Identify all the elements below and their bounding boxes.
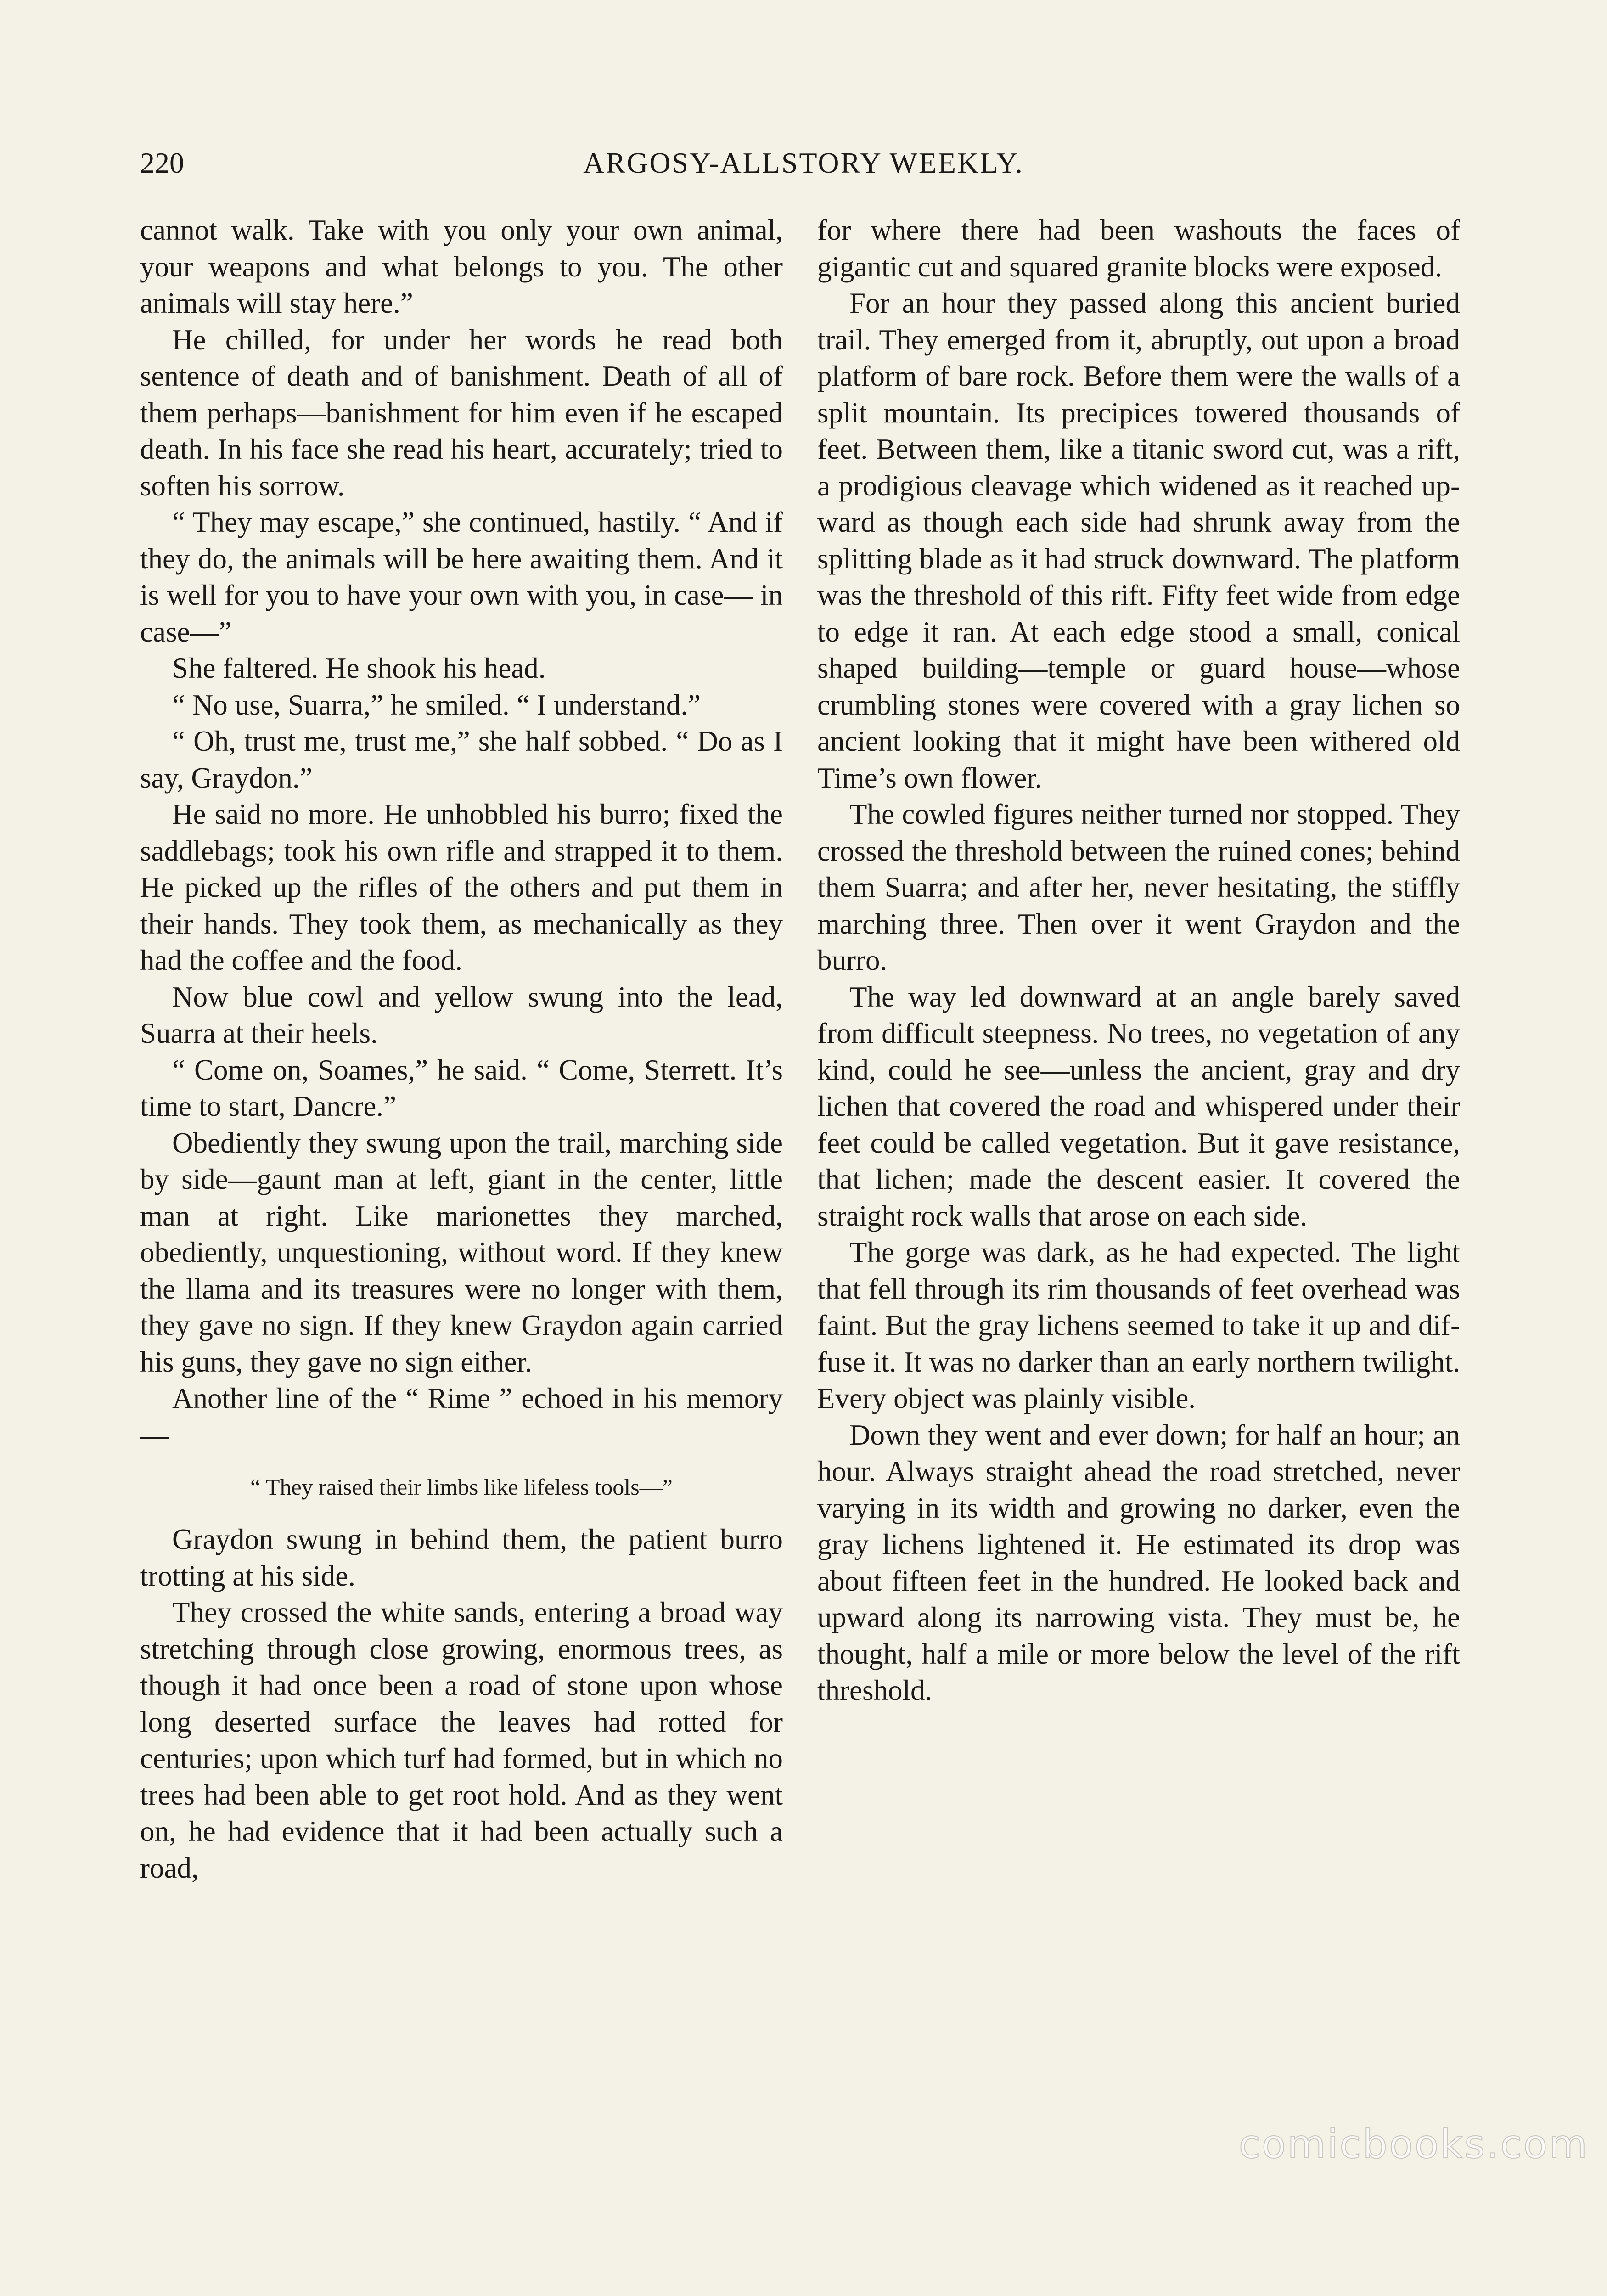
paragraph: He chilled, for under her words he read both sentence of death and of banishment. Death of all of them perhaps—banishment for him even if he escaped death. In his face she read his heart, accurately; tried to soften his sorrow. <box>140 323 783 502</box>
paragraph: The cowled figures neither turned nor stopped. They crossed the threshold between the ruined cones; behind them Suarra; and after her, never hesitating, the stiffly marching three. Then over it went Graydon and the burro. <box>817 798 1460 976</box>
page-header <box>140 140 1467 186</box>
verse-quote: “ They raised their limbs like lifeless tools—” <box>250 1474 673 1500</box>
site-watermark: comicbooks.com <box>1238 2122 1589 2167</box>
paragraph: They crossed the white sands, entering a broad way stretching through close growing, enormous trees, as though it had once been a road of stone upon whose long deserted surface the leaves had rotted for centuries; upon which turf had formed, but in which no trees had been able to get root hold. And as they went on, he had evidence that it had been actually such a road, <box>140 1596 783 1884</box>
paragraph: cannot walk. Take with you only your own animal, your weapons and what belongs to you. The other animals will stay here.” <box>140 214 783 319</box>
paragraph: Now blue cowl and yellow swung into the lead, Suarra at their heels. <box>140 980 783 1049</box>
paragraph: Another line of the “ Rime ” echoed in his memory— <box>140 1382 783 1451</box>
paragraph: The gorge was dark, as he had expected. The light that fell through its rim thousands of feet overhead was faint. But the gray lichens seemed to take it up and diffuse it. It was no darker than an early northern twilight. Every object was plainly visible. <box>817 1236 1460 1414</box>
paragraph: Obediently they swung upon the trail, marching side by side—gaunt man at left, giant in the center, little man at right. Like marionettes they marched, obediently, unquestioning, without word. If they knew the llama and its treasures were no longer with them, they gave no sign. If they knew Graydon again carried his guns, they gave no sign either. <box>140 1126 783 1378</box>
paragraph: The way led downward at an angle barely saved from difficult steepness. No trees, no vegetation of any kind, could he see—unless the ancient, gray and dry lichen that covered the road and whispered under their feet could be called vegetation. But it gave resistance, that lichen; made the descent easier. It covered the straight rock walls that arose on each side. <box>817 980 1460 1232</box>
paragraph: Down they went and ever down; for half an hour; an hour. Always straight ahead the road stretched, never varying in its width and growing no darker, even the gray lichens lightened it. He estimated its drop was about fifteen feet in the hundred. He looked back and upward along its narrowing vista. They must be, he thought, half a mile or more below the level of the rift threshold. <box>817 1418 1460 1706</box>
right-column <box>817 212 1460 1709</box>
paragraph: Graydon swung in behind them, the patient burro trotting at his side. <box>140 1523 783 1592</box>
paragraph: For an hour they passed along this ancient buried trail. They emerged from it, abruptly, out upon a broad platform of bare rock. Before them were the walls of a split mountain. Its precipices towered thousands of feet. Between them, like a titanic sword cut, was a rift, a prodigious cleavage which widened as it reached upward as though each side had shrunk away from the splitting blade as it had struck downward. The platform was the threshold of this rift. Fifty feet wide from edge to edge it ran. At each edge stood a small, conical shaped building—temple or guard house—whose crumbling stones were covered with a gray lichen so ancient looking that it might have been withered old Time’s own flower. <box>817 287 1460 794</box>
paragraph: “ Oh, trust me, trust me,” she half sobbed. “ Do as I say, Graydon.” <box>140 725 783 794</box>
paragraph: “ Come on, Soames,” he said. “ Come, Sterrett. It’s time to start, Dancre.” <box>140 1053 783 1122</box>
paragraph: He said no more. He unhobbled his burro; fixed the saddlebags; took his own rifle and strapped it to them. He picked up the rifles of the others and put them in their hands. They took them, as mechanically as they had the coffee and the food. <box>140 798 783 976</box>
paragraph: for where there had been washouts the faces of gigantic cut and squared granite blocks were exposed. <box>817 214 1460 283</box>
left-column <box>140 212 783 1886</box>
page-number: 220 <box>140 146 184 179</box>
paragraph: She faltered. He shook his head. <box>172 652 546 684</box>
paragraph: “ No use, Suarra,” he smiled. “ I understand.” <box>172 688 701 721</box>
running-title: ARGOSY-ALLSTORY WEEKLY. <box>583 146 1024 179</box>
paragraph: “ They may escape,” she continued, hastily. “ And if they do, the animals will be here awaiting them. And it is well for you to have your own with you, in case— in case—” <box>140 506 783 648</box>
